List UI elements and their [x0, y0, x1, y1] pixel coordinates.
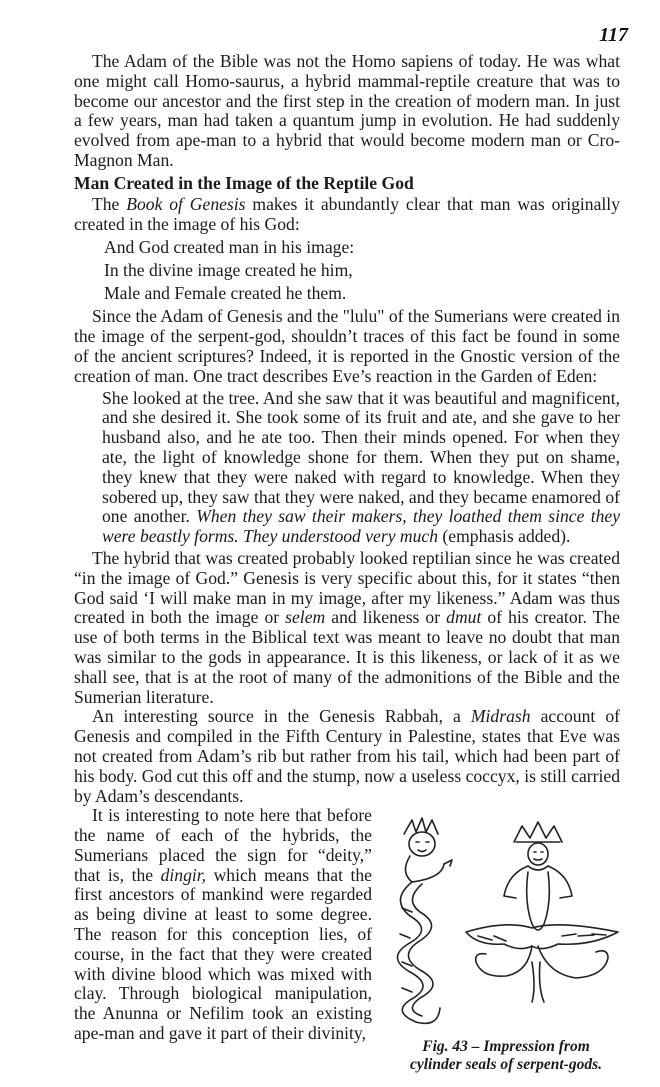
- gnostic-quote: She looked at the tree. And she saw that it was beautiful and magnificent, and she desired it. She took some of its fruit and ate, and she gave to her husband also, and he ate too. Then their minds opened. For when they ate, the light of knowledge shone for them. When they put on shame, they knew that they were naked with regard to knowledge. When they sobered up, they saw that they were naked, and they became enamored of one another. When they saw their makers, they loathed them since they were beastly forms. They understood very much (emphasis added).: [102, 387, 621, 547]
- figure-caption: Fig. 43 – Impression from cylinder seals of serpent-gods.: [409, 1038, 602, 1074]
- figure-section: [74, 805, 620, 1074]
- page-body: [74, 52, 620, 1087]
- verse-line: Male and Female created he them.: [104, 283, 347, 304]
- page-number: 117: [599, 24, 628, 46]
- paragraph-adam: The Adam of the Bible was not the Homo sapiens of today. He was what one might call Homo-saurus, a hybrid mammal-reptile creature that was to become our ancestor and the first step in the creation of modern man. In just a few years, man had taken a quantum jump in evolution. He had suddenly evolved from ape-man to a hybrid that would become modern man or Cro-Magnon Man.: [74, 51, 620, 170]
- verse-quote: [104, 236, 620, 305]
- book-title: Book of Genesis: [126, 193, 246, 214]
- emphasis-text: When they saw their makers, they loathed them since they were beastly forms. They understood very much: [102, 506, 621, 547]
- serpent-gods-illustration: [382, 812, 630, 1037]
- paragraph-rabbah: An interesting source in the Genesis Rabbah, a Midrash account of Genesis and compiled in the Fifth Century in Palestine, states that Eve was not created from Adam’s rib but rather from his tail, which had been part of his body. God cut this off and the stump, now a useless coccyx, is still carried by Adam’s descendants.: [74, 706, 620, 806]
- verse-line: And God created man in his image:: [104, 237, 355, 258]
- paragraph-lulu: Since the Adam of Genesis and the "lulu" of the Sumerians were created in the image of the serpent-god, shouldn’t traces of this fact be found in some of the ancient scriptures? Indeed, it is reported in the Gnostic version of the creation of man. One tract describes Eve’s reaction in the Garden of Eden:: [74, 306, 620, 386]
- paragraph-dingir: It is interesting to note here that before the name of each of the hybrids, the Sumerians placed the sign for “deity,” that is, the dingir, which means that the first ancestors of mankind were regarded as being divine at least to some degree. The reason for this conception lies, of course, in the fact that they were created with divine blood which was mixed with clay. Through biological manipulation, the Anunna or Nefilim took an existing ape-man and gave it part of their divinity,: [74, 805, 372, 1044]
- paragraph-genesis: The Book of Genesis makes it abundantly clear that man was originally created in the image of his God:: [74, 193, 620, 234]
- section-heading: Man Created in the Image of the Reptile God: [74, 172, 414, 193]
- verse-line: In the divine image created he him,: [104, 260, 353, 281]
- figure-43: [382, 812, 630, 1087]
- paragraph-hybrid: The hybrid that was created probably looked reptilian since he was created “in the image of God.” Genesis is very specific about this, for it states “then God said ‘I will make man in my image, after my likeness.” Adam was thus created in both the image or selem and likeness or dmut of his creator. The use of both terms in the Biblical text was meant to leave no doubt that man was similar to the gods in appearance. It is this likeness, or lack of it as we shall see, that is at the root of many of the admonitions of the Bible and the Sumerian literature.: [74, 547, 620, 707]
